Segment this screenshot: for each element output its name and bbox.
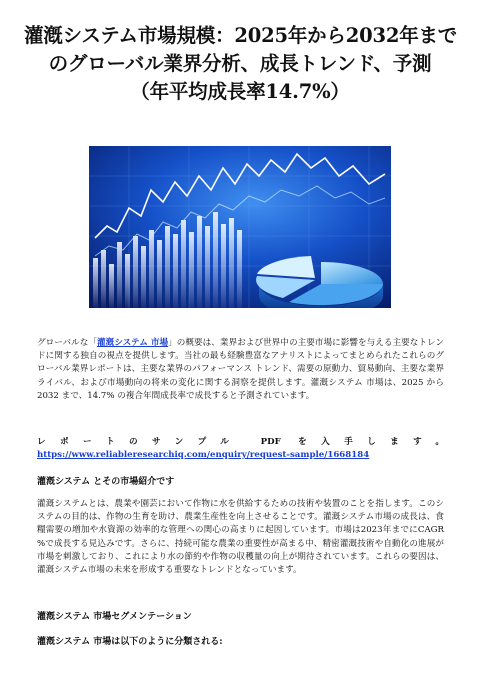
section-heading-classification: 灌漑システム 市場は以下のように分類される: (37, 637, 223, 647)
sample-label: レポートのサンプル PDF を入手します。 (37, 437, 444, 447)
sample-request (37, 436, 444, 462)
page-title (24, 22, 456, 106)
title-line-2: のグローバル業界分析、成長トレンド、予測 (48, 52, 432, 75)
intro-paragraph: グローバルな「灌漑システム 市場」の概要は、業界および世界中の主要市場に影響を与える主要なトレンドに関する独自の視点を提供します。当社の最も経験豊富なアナリストによってまとめられたこれらのグローバル業界レポートは、主要な業界のパフォーマンス トレンド、需要の原動力、貿易動向、主要な業界ライバル、および市場動向の将来の変化に関する洞察を提供します。灌漑システム 市場は、2025 から 2032 まで、14.7% の複合年間成長率で成長すると予測されています。 (37, 338, 444, 401)
market-link[interactable]: 灌漑システム 市場 (96, 338, 169, 348)
sample-url-link[interactable]: https://www.reliableresearchiq.com/enquiry/request-sample/1668184 (37, 450, 370, 461)
market-chart-image (89, 146, 391, 308)
title-line-1: 灌漑システム市場規模：2025年から2032年まで (24, 24, 458, 47)
section-intro-body: 灌漑システムとは、農業や園芸において作物に水を供給するための技術や装置のことを指します。このシステムの目的は、作物の生育を助け、農業生産性を向上させることです。灌漑システム市場の成長は、食糧需要の増加や水資源の効率的な管理への関心の高まりに起因しています。市場は2023年までにCAGR %で成長する見込みです。さらに、持続可能な農業の重要性が高まる中、精密灌漑技術や自動化の進展が市場を刺激しており、これにより水の節約や作物の収穫量の向上が期待されています。これらの要因は、灌漑システム市場の未来を形成する重要なトレンドとなっています。 (37, 499, 444, 576)
section-heading-segmentation: 灌漑システム 市場セグメンテーション (37, 612, 192, 622)
title-line-3: （年平均成長率14.7%） (130, 80, 350, 103)
section-heading-intro: 灌漑システム とその市場紹介です (37, 477, 175, 487)
